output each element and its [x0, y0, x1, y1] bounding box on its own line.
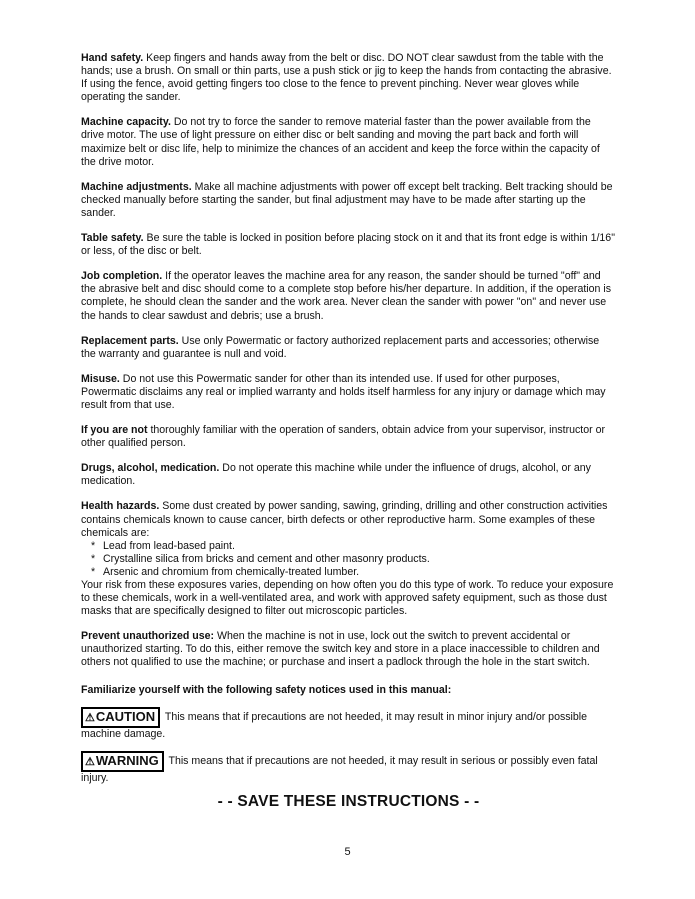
misuse-paragraph: Misuse. Do not use this Powermatic sander for other than its intended use. If used for other purposes, Powermatic disclaims any real or implied warranty and holds itself harmless for any injury or damage which may result from that use.	[81, 372, 606, 411]
caution-notice: ⚠CAUTION This means that if precautions are not heeded, it may result in minor injury and/or possible machine damage.	[81, 708, 588, 740]
health-hazards-section	[81, 500, 616, 618]
bullet-glyph: *	[91, 552, 96, 565]
health-hazards-intro: Health hazards. Some dust created by power sanding, sawing, grinding, drilling and other construction activities contains chemicals known to cause cancer, birth defects or other reproductive harm. Some examples of these chemicals are:	[81, 500, 608, 539]
caution-badge: ⚠CAUTION	[81, 707, 160, 728]
page-number: 5	[344, 846, 351, 858]
warning-notice: ⚠WARNING This means that if precautions are not heeded, it may result in serious or possibly even fatal injury.	[81, 752, 598, 784]
warning-triangle-icon: ⚠	[85, 755, 95, 768]
list-item: * Lead from lead-based paint.	[91, 539, 235, 552]
health-hazards-outro: Your risk from these exposures varies, depending on how often you do this type of work. To reduce your exposure to these chemicals, work in a well-ventilated area, and work with approved safety equipment, such as those dust masks that are specifically designed to filter out microscopic particles.	[81, 579, 614, 618]
replacement-parts-paragraph: Replacement parts. Use only Powermatic or factory authorized replacement parts and accessories; otherwise the warranty and guarantee is null and void.	[81, 334, 600, 360]
warning-badge: ⚠WARNING	[81, 751, 164, 772]
machine-adjustments-paragraph: Machine adjustments. Make all machine adjustments with power off except belt tracking. Belt tracking should be checked manually before starting the sander, but final adjustment may have to be made after starting up the sander.	[81, 180, 613, 219]
bullet-glyph: *	[91, 539, 96, 552]
health-hazards-list	[81, 540, 616, 579]
list-item: * Arsenic and chromium from chemically-treated lumber.	[91, 565, 360, 578]
machine-capacity-paragraph: Machine capacity. Do not try to force the sander to remove material faster than the power available from the drive motor. The use of light pressure on either disc or belt sanding and moving the part back and forth will maximize belt or disc life, help to minimize the chances of an accident and keep the force within the capacity of the drive motor.	[81, 116, 600, 168]
job-completion-paragraph: Job completion. If the operator leaves the machine area for any reason, the sander should be turned "off" and the abrasive belt and disc should come to a complete stop before his/her departure. In addition, if the operation is complete, he should clean the sander and the work area. Never clean the sander with power "on" and never use the hands to clear sawdust and debris; use a brush.	[81, 270, 612, 322]
drugs-alcohol-paragraph: Drugs, alcohol, medication. Do not operate this machine while under the influence of drugs, alcohol, or any medication.	[81, 462, 591, 488]
hand-safety-paragraph: Hand safety. Keep fingers and hands away from the belt or disc. DO NOT clear sawdust from the table with the hands; use a brush. On small or thin parts, use a push stick or jig to keep the hands from contacting the abrasive. If using the fence, avoid getting fingers too close to the fence to prevent pinching. Never wear gloves while operating the sander.	[81, 52, 612, 104]
prevent-unauthorized-use-paragraph: Prevent unauthorized use: When the machine is not in use, lock out the switch to prevent accidental or unauthorized starting. To do this, either remove the switch key and store in a place inaccessible to children and others not qualified to use the machine; or purchase and insert a padlock through the hole in the start switch.	[81, 630, 600, 669]
not-familiar-paragraph: If you are not thoroughly familiar with the operation of sanders, obtain advice from your supervisor, instructor or other qualified person.	[81, 424, 606, 450]
warning-triangle-icon: ⚠	[85, 711, 95, 724]
save-instructions-heading: - - SAVE THESE INSTRUCTIONS - -	[217, 792, 480, 810]
familiarize-heading: Familiarize yourself with the following safety notices used in this manual:	[81, 683, 452, 696]
table-safety-paragraph: Table safety. Be sure the table is locked in position before placing stock on it and that its front edge is within 1/16" or less, of the disc or belt.	[81, 232, 615, 258]
manual-page-body	[81, 52, 616, 808]
bullet-glyph: *	[91, 565, 96, 578]
list-item: * Crystalline silica from bricks and cement and other masonry products.	[91, 552, 430, 565]
